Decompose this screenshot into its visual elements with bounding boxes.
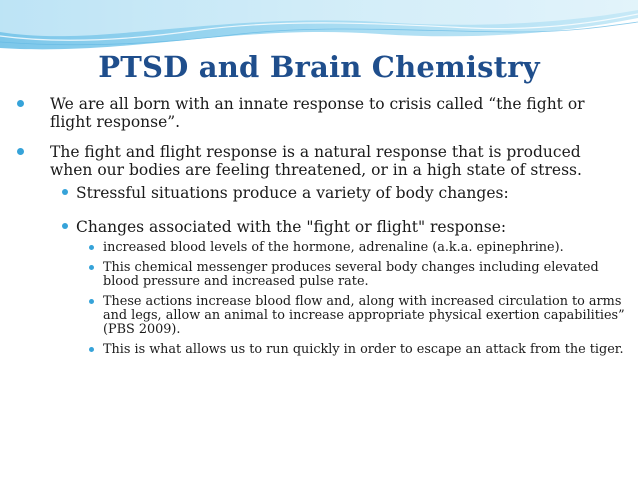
bullet-text: The fight and flight response is a natural response that is produced when our bodies are feeling threatened, or in a high state of stress. bbox=[50, 143, 582, 179]
bullet-dot-icon bbox=[17, 148, 24, 155]
slide-content bbox=[10, 95, 625, 363]
sub-sub-bullet-text: increased blood levels of the hormone, adrenaline (a.k.a. epinephrine). bbox=[103, 240, 564, 255]
sub-bullet-text: Changes associated with the "fight or flight" response: bbox=[76, 218, 507, 236]
sub-sub-bullet-text: These actions increase blood flow and, along with increased circulation to arms and legs, allow an animal to increase appropriate physical exertion capabilities” (PBS 2009). bbox=[103, 294, 625, 337]
sub-sub-bullet-text: This chemical messenger produces several body changes including elevated blood pressure and increased pulse rate. bbox=[103, 260, 599, 289]
sub-bullet-item bbox=[10, 184, 625, 202]
slide-title: PTSD and Brain Chemistry bbox=[98, 50, 540, 84]
bullet-dot-icon bbox=[89, 347, 94, 352]
bullet-dot-icon bbox=[62, 223, 68, 229]
bullet-dot-icon bbox=[89, 245, 94, 250]
sub-sub-bullet-item bbox=[10, 241, 625, 255]
sub-sub-bullet-item bbox=[10, 295, 625, 337]
sub-sub-bullet-text: This is what allows us to run quickly in order to escape an attack from the tiger. bbox=[103, 342, 624, 357]
bullet-dot-icon bbox=[17, 100, 24, 107]
sub-bullet-text: Stressful situations produce a variety of body changes: bbox=[76, 184, 509, 202]
bullet-dot-icon bbox=[89, 265, 94, 270]
bullet-dot-icon bbox=[62, 189, 68, 195]
bullet-dot-icon bbox=[89, 299, 94, 304]
header-wave-decoration bbox=[0, 0, 638, 50]
bullet-text: We are all born with an innate response to crisis called “the fight or flight response”. bbox=[50, 95, 585, 131]
bullet-item bbox=[10, 95, 625, 131]
bullet-item bbox=[10, 143, 625, 179]
sub-sub-bullet-item bbox=[10, 343, 625, 357]
sub-bullet-item bbox=[10, 218, 625, 236]
sub-sub-bullet-item bbox=[10, 261, 625, 289]
